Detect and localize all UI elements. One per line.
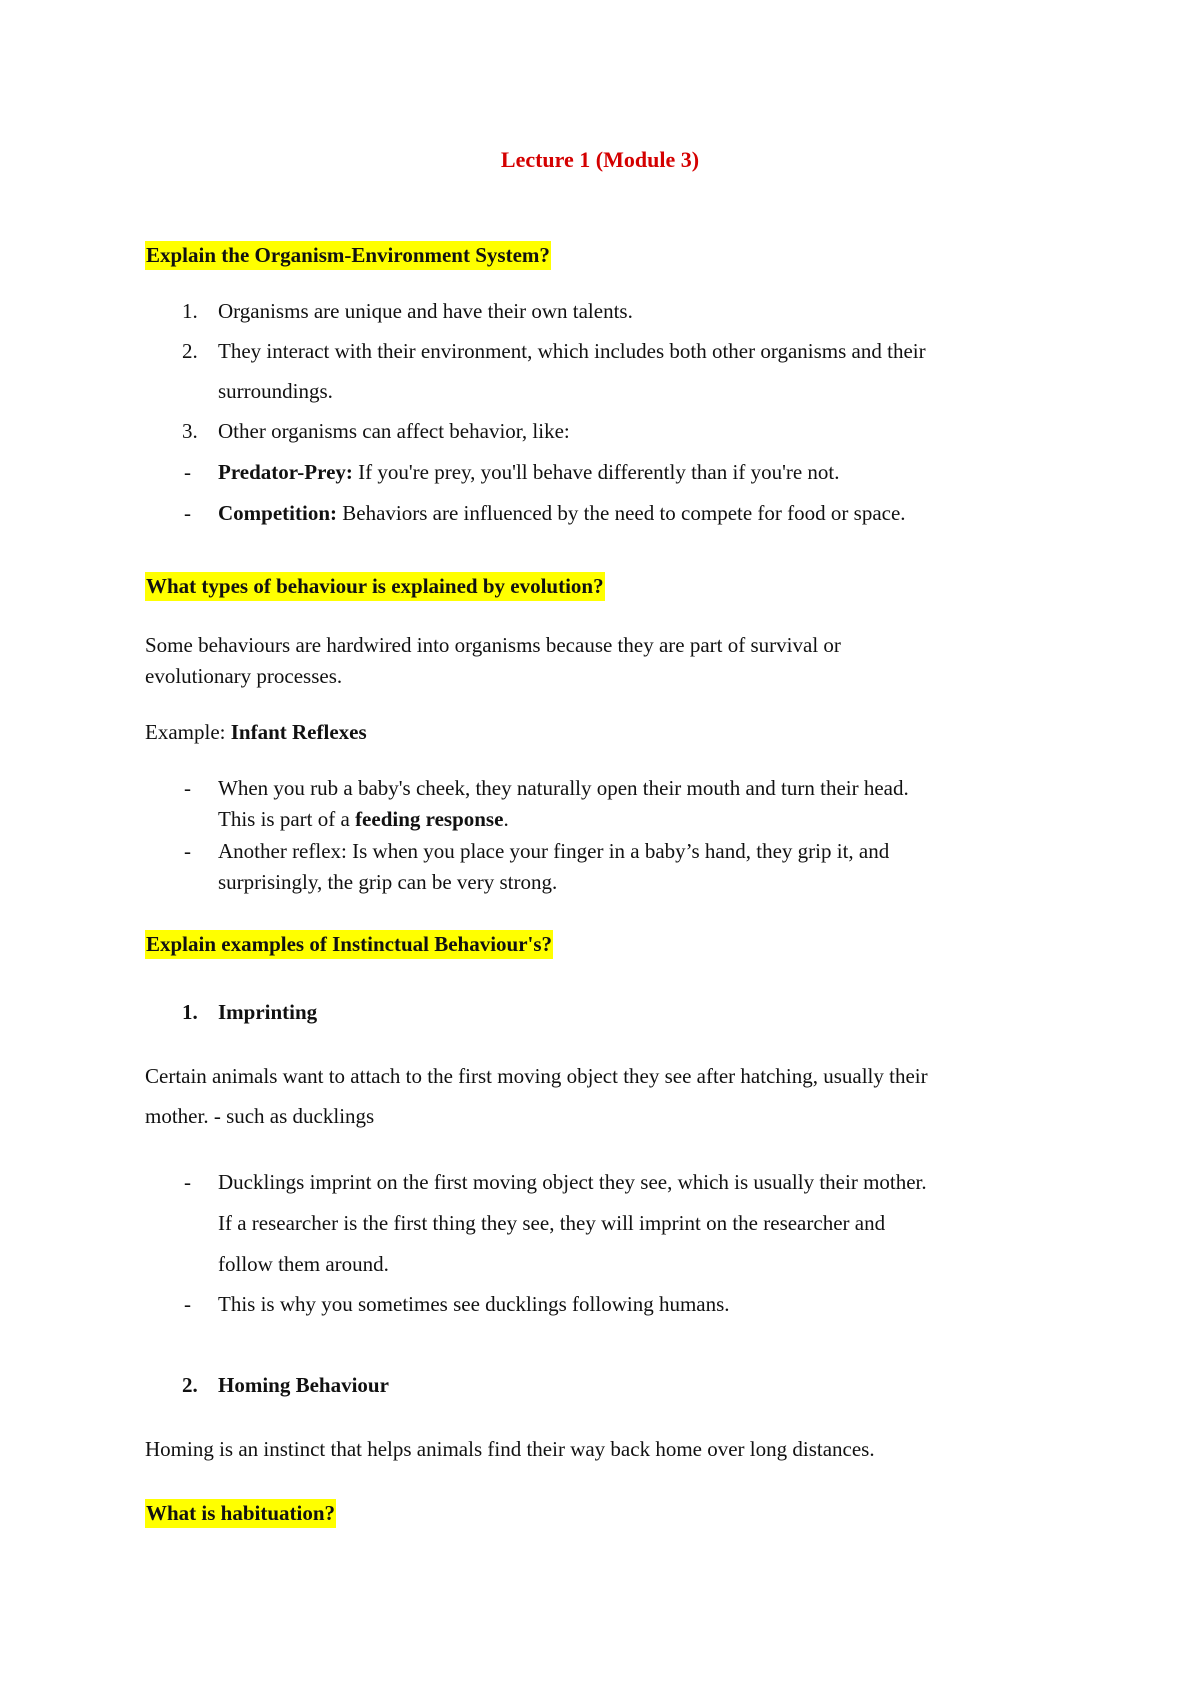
list-item-text-continued: surroundings. <box>218 379 333 403</box>
bullet-text-continued: surprisingly, the grip can be very strong. <box>218 870 558 894</box>
question-heading-2 <box>145 576 605 597</box>
highlighted-heading: What types of behaviour is explained by evolution? <box>145 572 605 601</box>
paragraph-line: evolutionary processes. <box>145 664 343 688</box>
paragraph-line: mother. - such as ducklings <box>145 1104 375 1128</box>
list-item-text: Organisms are unique and have their own talents. <box>218 299 633 323</box>
dash-bullet: - <box>184 776 191 800</box>
bullet-text: Another reflex: Is when you place your finger in a baby’s hand, they grip it, and <box>218 839 890 863</box>
bullet-text: If you're prey, you'll behave differently than if you're not. <box>352 460 840 484</box>
bullet-text: . <box>503 807 509 831</box>
paragraph-line: Some behaviours are hardwired into organisms because they are part of survival or <box>145 633 841 657</box>
example-term: Infant Reflexes <box>230 720 367 744</box>
bullet-text: This is part of a <box>218 807 356 831</box>
list-marker: 3. <box>182 419 198 443</box>
bullet-text: Behaviors are influenced by the need to compete for food or space. <box>337 501 906 525</box>
bullet-text: Ducklings imprint on the first moving object they see, which is usually their mother. <box>218 1170 927 1194</box>
example-label: Example: <box>145 720 231 744</box>
bullet-text-continued: If a researcher is the first thing they see, they will imprint on the researcher and <box>218 1211 886 1235</box>
paragraph-line: Certain animals want to attach to the first moving object they see after hatching, usually their <box>145 1064 928 1088</box>
list-item-text: They interact with their environment, which includes both other organisms and their <box>218 339 926 363</box>
bullet-item <box>218 503 906 524</box>
highlighted-heading: What is habituation? <box>145 1499 336 1528</box>
highlighted-heading: Explain the Organism-Environment System? <box>145 241 551 270</box>
bullet-bold-term: feeding response <box>355 807 504 831</box>
paragraph-line: Homing is an instinct that helps animals find their way back home over long distances. <box>145 1437 875 1461</box>
bullet-term: Predator-Prey: <box>218 460 353 484</box>
bullet-item <box>218 462 840 483</box>
dash-bullet: - <box>184 501 191 525</box>
bullet-text: This is why you sometimes see ducklings following humans. <box>218 1292 730 1316</box>
question-heading-1 <box>145 245 551 266</box>
dash-bullet: - <box>184 839 191 863</box>
dash-bullet: - <box>184 1292 191 1316</box>
bullet-text-continued: follow them around. <box>218 1252 389 1276</box>
subheading-title: Homing Behaviour <box>218 1373 389 1397</box>
bullet-text-continued <box>218 809 509 830</box>
subheading-number: 1. <box>182 1000 198 1024</box>
subheading-title: Imprinting <box>218 1000 318 1024</box>
dash-bullet: - <box>184 460 191 484</box>
dash-bullet: - <box>184 1170 191 1194</box>
bullet-term: Competition: <box>218 501 337 525</box>
question-heading-4 <box>145 1503 336 1524</box>
question-heading-3 <box>145 934 553 955</box>
example-line <box>145 722 367 743</box>
subheading-number: 2. <box>182 1373 198 1397</box>
highlighted-heading: Explain examples of Instinctual Behaviour's? <box>145 930 553 959</box>
list-item-text: Other organisms can affect behavior, like: <box>218 419 570 443</box>
bullet-text: When you rub a baby's cheek, they naturally open their mouth and turn their head. <box>218 776 909 800</box>
page-title: Lecture 1 (Module 3) <box>500 147 700 172</box>
list-marker: 1. <box>182 299 198 323</box>
list-marker: 2. <box>182 339 198 363</box>
